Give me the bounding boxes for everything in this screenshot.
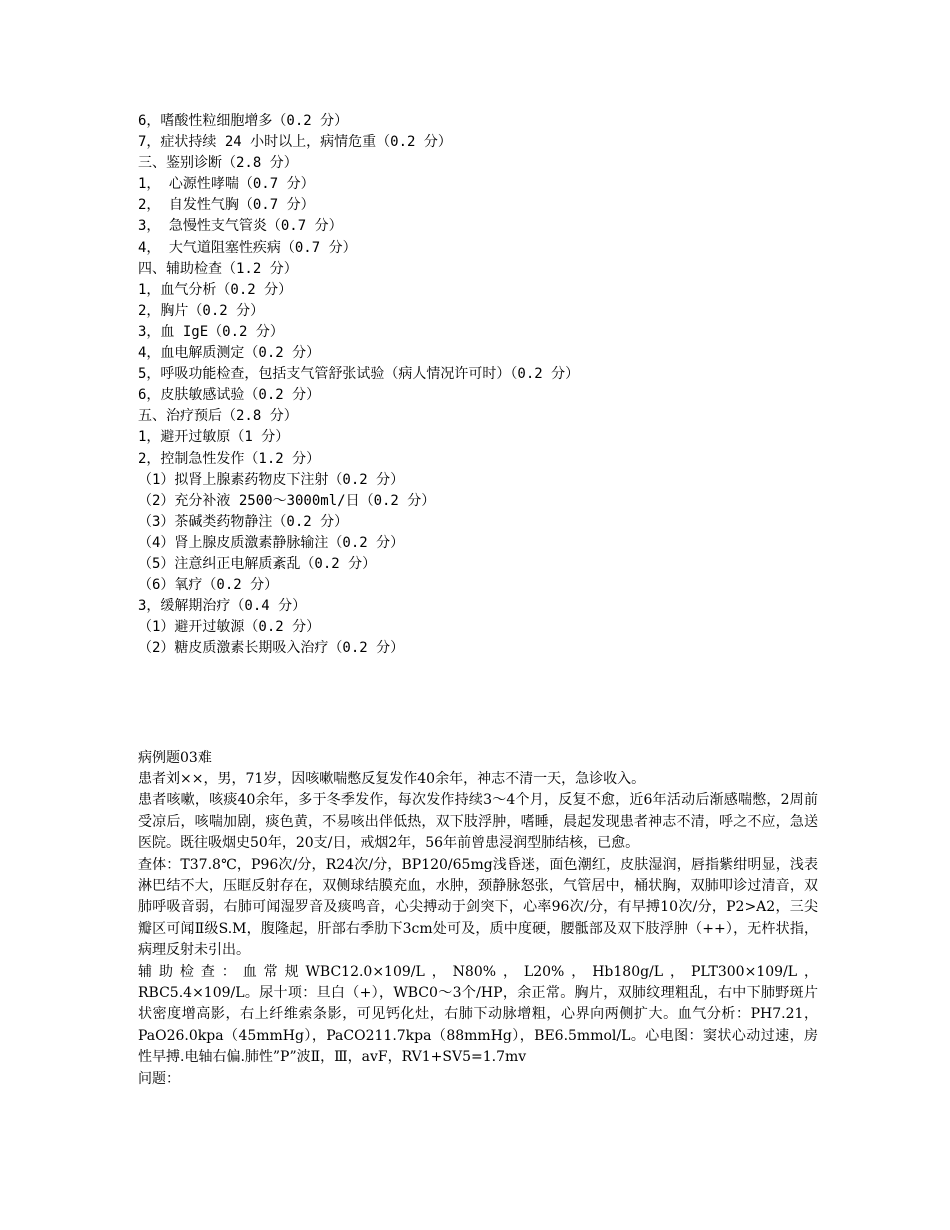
answer-line: 2，控制急性发作（1.2 分） bbox=[138, 450, 321, 467]
section-heading: 三、鉴别诊断（2.8 分） bbox=[138, 155, 298, 172]
answer-line: 4， 大气道阻塞性疾病（0.7 分） bbox=[138, 239, 357, 256]
answer-line: 3， 急慢性支气管炎（0.7 分） bbox=[138, 218, 343, 235]
answer-subline: （1）避开过敏源（0.2 分） bbox=[138, 619, 321, 636]
answer-line: 6，嗜酸性粒细胞增多（0.2 分） bbox=[138, 113, 349, 129]
answer-line: 2，胸片（0.2 分） bbox=[138, 302, 265, 319]
answer-subline: （3）茶碱类药物静注（0.2 分） bbox=[138, 513, 349, 530]
answer-subline: （2）充分补液 2500～3000ml/日（0.2 分） bbox=[138, 492, 436, 509]
answer-subline: （1）拟肾上腺素药物皮下注射（0.2 分） bbox=[138, 471, 405, 488]
answer-list bbox=[138, 111, 898, 659]
case-study bbox=[138, 748, 818, 1090]
answer-line: 2， 自发性气胸（0.7 分） bbox=[138, 197, 315, 214]
case-auxiliary-exam: 辅助检查：血常规WBC12.0×109/L，N80%，L20%，Hb180g/L，PLT300×109/L，RBC5.4×109/L。尿十项：旦白（+），WBC0～3个/HP，余正常。胸片，双肺纹理粗乱，右中下肺野斑片状密度增高影，右上纤维索条影，可见钙化灶，右肺下动脉增粗，心界向两侧扩大。血气分析：PH7.21，PaO26.0kpa（45mmHg），PaCO211.7kpa（88mmHg），BE6.5mmol/L。心电图：窦状心动过速，房性早搏.电轴右偏.肺性”P”波Ⅱ，Ⅲ，avF，RV1+SV5=1.7mv bbox=[138, 963, 818, 1066]
answer-subline: （2）糖皮质激素长期吸入治疗（0.2 分） bbox=[138, 640, 405, 657]
answer-subline: （6）氧疗（0.2 分） bbox=[138, 577, 279, 594]
answer-subline: （4）肾上腺皮质激素静脉输注（0.2 分） bbox=[138, 534, 405, 551]
answer-line: 7，症状持续 24 小时以上，病情危重（0.2 分） bbox=[138, 134, 452, 151]
case-title: 病例题03难 bbox=[138, 750, 212, 766]
answer-line: 1，避开过敏原（1 分） bbox=[138, 429, 290, 446]
answer-line: 1， 心源性哮喘（0.7 分） bbox=[138, 176, 315, 193]
answer-line: 1，血气分析（0.2 分） bbox=[138, 281, 293, 298]
case-history: 患者咳嗽，咳痰40余年，多于冬季发作，每次发作持续3～4个月，反复不愈，近6年活动后渐感喘憋，2周前受凉后，咳喘加剧，痰色黄，不易咳出伴低热，双下肢浮肿，嗜睡，晨起发现患者神志不清，呼之不应，急送医院。既往吸烟史50年，20支/日，戒烟2年，56年前曾患浸润型肺结核，已愈。 bbox=[138, 792, 818, 852]
answer-line: 4，血电解质测定（0.2 分） bbox=[138, 345, 321, 362]
answer-line: 3，缓解期治疗（0.4 分） bbox=[138, 598, 307, 615]
answer-line: 6，皮肤敏感试验（0.2 分） bbox=[138, 387, 321, 404]
answer-line: 5，呼吸功能检查，包括支气管舒张试验（病人情况许可时）（0.2 分） bbox=[138, 366, 580, 383]
answer-subline: （5）注意纠正电解质紊乱（0.2 分） bbox=[138, 555, 377, 572]
section-heading: 五、治疗预后（2.8 分） bbox=[138, 408, 298, 425]
case-physical-exam: 查体：T37.8℃，P96次/分，R24次/分，BP120/65mg浅昏迷，面色潮红，皮肤湿润，唇指紫绀明显，浅表淋巴结不大，压眶反射存在，双侧球结膜充血，水肿，颈静脉怒张，气管居中，桶状胸，双肺叩诊过清音，双肺呼吸音弱，右肺可闻湿罗音及痰鸣音，心尖搏动于剑突下，心率96次/分，有早搏10次/分，P2>A2，三尖瓣区可闻Ⅱ级S.M，腹隆起，肝部右季肋下3cm处可及，质中度硬，腰骶部及双下肢浮肿（++），无杵状指，病理反射未引出。 bbox=[138, 856, 818, 959]
case-summary: 患者刘××，男，71岁，因咳嗽喘憋反复发作40余年，神志不清一天，急诊收入。 bbox=[138, 771, 646, 787]
section-heading: 四、辅助检查（1.2 分） bbox=[138, 260, 298, 277]
case-questions-label: 问题： bbox=[138, 1070, 180, 1087]
answer-line: 3，血 IgE（0.2 分） bbox=[138, 323, 284, 340]
